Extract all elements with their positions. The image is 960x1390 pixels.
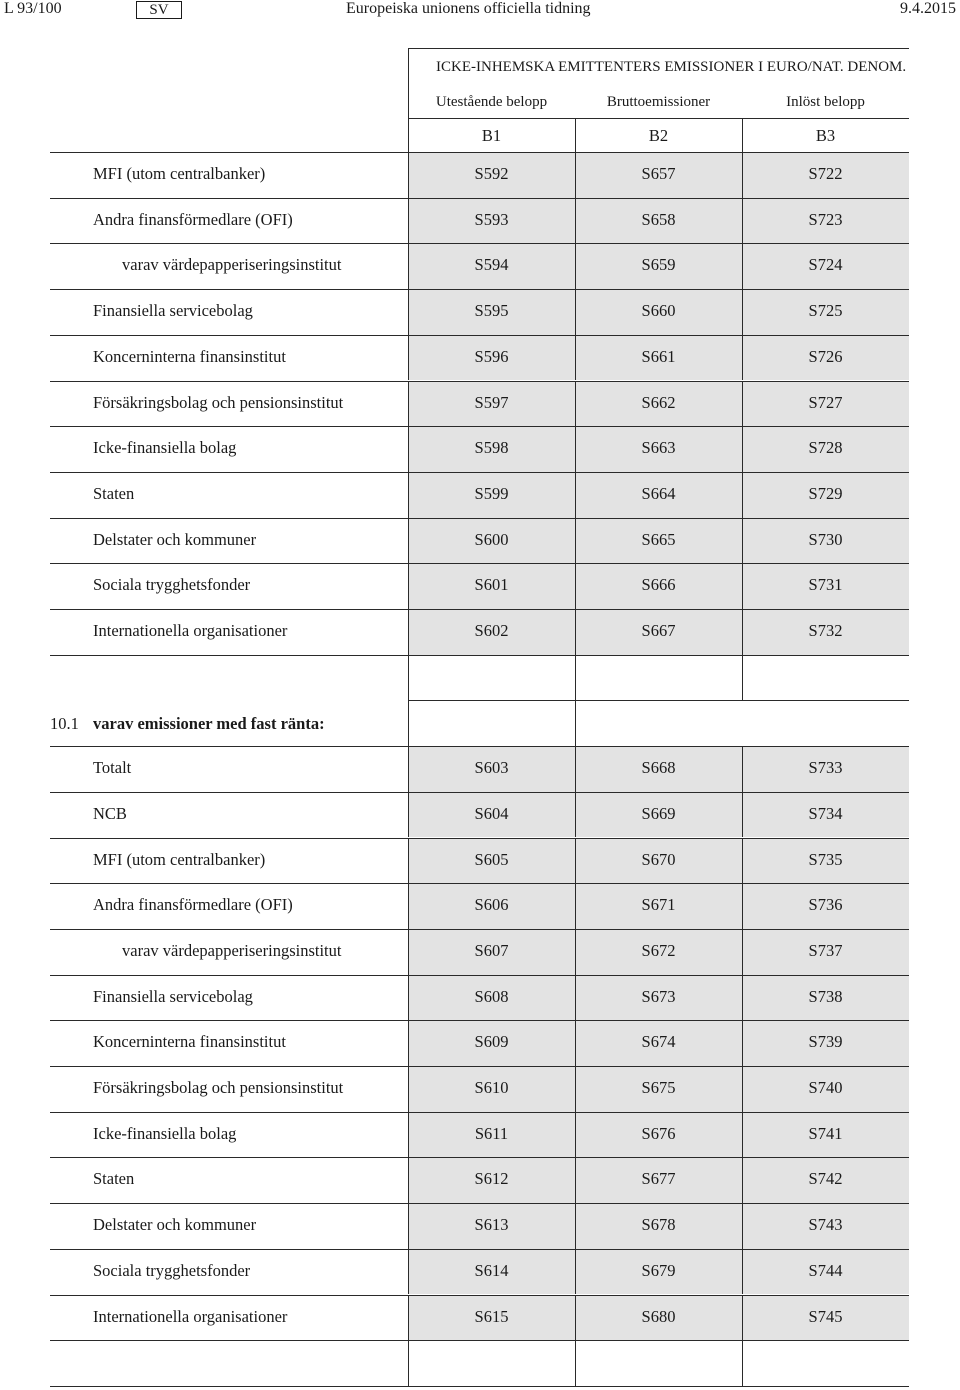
cell-code: S612 <box>474 1169 509 1189</box>
cell-code: S742 <box>808 1169 843 1189</box>
column-divider <box>408 198 409 244</box>
column-divider <box>408 1340 409 1386</box>
cell-code: S680 <box>641 1306 676 1326</box>
cell-code: S592 <box>474 164 509 183</box>
row-label: varav värdepapperiseringsinstitut <box>122 255 342 275</box>
row-label: Försäkringsbolag och pensionsinstitut <box>93 392 344 412</box>
cell-code: S741 <box>808 1123 843 1143</box>
cell-code: S667 <box>641 621 676 640</box>
column-divider <box>575 929 576 975</box>
column-divider <box>742 975 743 1021</box>
cell-code: S729 <box>808 483 843 503</box>
cell-code: S666 <box>641 575 676 595</box>
column-divider <box>742 1157 743 1203</box>
row-label: Andra finansförmedlare (OFI) <box>93 895 293 915</box>
column-divider <box>408 563 409 609</box>
column-divider <box>575 563 576 609</box>
column-divider <box>408 152 409 198</box>
column-divider <box>408 289 409 335</box>
cell-code: S745 <box>808 1306 843 1326</box>
column-divider <box>408 48 409 152</box>
column-divider <box>575 1295 576 1341</box>
column-code-b3: B3 <box>815 126 836 145</box>
column-divider <box>742 1020 743 1066</box>
column-divider <box>408 838 409 884</box>
column-divider <box>575 335 576 381</box>
cell-code: S736 <box>808 895 843 915</box>
column-divider <box>575 1020 576 1066</box>
row-label: Andra finansförmedlare (OFI) <box>93 209 293 229</box>
row-label: Icke-finansiella bolag <box>93 438 237 458</box>
column-divider <box>408 883 409 929</box>
cell-code: S671 <box>641 895 676 915</box>
cell-code: S601 <box>474 575 509 595</box>
cell-code: S606 <box>474 895 509 915</box>
cell-code: S607 <box>474 940 509 960</box>
column-divider <box>408 609 409 655</box>
cell-code: S602 <box>474 621 509 640</box>
column-divider <box>742 746 743 792</box>
cell-code: S663 <box>641 438 676 458</box>
cell-code: S734 <box>808 803 843 823</box>
row-label: Internationella organisationer <box>93 621 288 640</box>
cell-code: S597 <box>474 392 509 412</box>
column-divider <box>408 746 409 792</box>
cell-code: S604 <box>474 803 509 823</box>
cell-code: S739 <box>808 1032 843 1052</box>
cell-code: S659 <box>641 255 676 275</box>
column-divider <box>408 700 409 746</box>
row-label: Försäkringsbolag och pensionsinstitut <box>93 1078 344 1097</box>
cell-code: S744 <box>808 1260 843 1280</box>
column-divider <box>575 1249 576 1295</box>
cell-code: S679 <box>641 1260 676 1280</box>
row-label: Finansiella servicebolag <box>93 301 253 321</box>
column-divider <box>575 243 576 289</box>
cell-code: S600 <box>474 529 509 549</box>
column-divider <box>742 1203 743 1249</box>
column-divider <box>742 1066 743 1112</box>
column-divider <box>575 1066 576 1112</box>
cell-code: S673 <box>641 986 676 1006</box>
column-divider <box>408 472 409 518</box>
column-divider <box>742 609 743 655</box>
column-divider <box>408 243 409 289</box>
cell-code: S603 <box>474 758 509 778</box>
column-divider <box>575 1340 576 1386</box>
column-divider <box>408 655 409 701</box>
cell-code: S614 <box>474 1260 509 1280</box>
column-divider <box>408 1066 409 1112</box>
row-label: MFI (utom centralbanker) <box>93 849 266 869</box>
column-divider <box>742 792 743 838</box>
column-divider <box>575 152 576 198</box>
cell-code: S730 <box>808 529 843 549</box>
column-divider <box>408 1020 409 1066</box>
column-divider <box>742 198 743 244</box>
column-divider <box>575 426 576 472</box>
column-divider <box>742 1340 743 1386</box>
cell-code: S662 <box>641 392 676 412</box>
journal-title: Europeiska unionens officiella tidning <box>346 0 591 17</box>
column-divider <box>408 1203 409 1249</box>
cell-code: S733 <box>808 758 843 778</box>
row-label: Delstater och kommuner <box>93 529 257 549</box>
row-label: Staten <box>93 483 135 503</box>
cell-code: S732 <box>808 621 843 640</box>
cell-code: S661 <box>641 346 676 366</box>
cell-code: S669 <box>641 803 676 823</box>
column-divider <box>408 335 409 381</box>
cell-code: S605 <box>474 849 509 869</box>
column-header-gross-issues: Bruttoemissioner <box>606 94 711 110</box>
column-divider <box>408 518 409 564</box>
cell-code: S723 <box>808 209 843 229</box>
column-divider <box>408 381 409 427</box>
cell-code: S674 <box>641 1032 676 1052</box>
column-code-b1: B1 <box>481 126 502 145</box>
cell-code: S593 <box>474 209 509 229</box>
cell-code: S599 <box>474 483 509 503</box>
column-divider <box>575 883 576 929</box>
table-bottom-rule <box>50 1386 909 1387</box>
column-divider <box>408 1249 409 1295</box>
cell-code: S608 <box>474 986 509 1006</box>
column-divider <box>408 1295 409 1341</box>
row-label: Finansiella servicebolag <box>93 986 253 1006</box>
cell-code: S611 <box>474 1123 509 1143</box>
row-rule <box>50 655 909 656</box>
cell-code: S676 <box>641 1123 676 1143</box>
row-label: Internationella organisationer <box>93 1306 288 1326</box>
column-divider <box>408 975 409 1021</box>
row-label: MFI (utom centralbanker) <box>93 164 266 183</box>
row-rule <box>50 1340 909 1341</box>
column-divider <box>575 472 576 518</box>
column-divider <box>742 518 743 564</box>
cell-code: S665 <box>641 529 676 549</box>
column-divider <box>575 289 576 335</box>
column-divider <box>575 518 576 564</box>
column-divider <box>742 1295 743 1341</box>
column-divider <box>575 609 576 655</box>
cell-code: S609 <box>474 1032 509 1052</box>
column-divider <box>742 838 743 884</box>
section-number: 10.1 <box>50 714 79 733</box>
column-divider <box>742 152 743 198</box>
column-divider <box>408 1112 409 1158</box>
cell-code: S594 <box>474 255 509 275</box>
cell-code: S598 <box>474 438 509 458</box>
row-label: Koncerninterna finansinstitut <box>93 1032 286 1052</box>
column-divider <box>575 975 576 1021</box>
table-top-rule <box>408 48 909 49</box>
cell-code: S672 <box>641 940 676 960</box>
column-divider <box>575 1112 576 1158</box>
column-divider <box>742 118 743 152</box>
column-header-redemptions: Inlöst belopp <box>786 94 865 110</box>
cell-code: S738 <box>808 986 843 1006</box>
column-divider <box>408 1157 409 1203</box>
column-divider <box>742 381 743 427</box>
section-label: varav emissioner med fast ränta: <box>93 714 325 733</box>
column-divider <box>742 655 743 701</box>
row-label: NCB <box>93 803 127 823</box>
cell-code: S725 <box>808 301 843 321</box>
cell-code: S724 <box>808 255 843 275</box>
column-header-outstanding: Utestående belopp <box>435 94 548 110</box>
column-divider <box>575 118 576 152</box>
cell-code: S657 <box>641 164 676 183</box>
cell-code: S670 <box>641 849 676 869</box>
cell-code: S658 <box>641 209 676 229</box>
column-divider <box>575 838 576 884</box>
cell-code: S735 <box>808 849 843 869</box>
row-label: Totalt <box>93 758 132 778</box>
cell-code: S678 <box>641 1215 676 1235</box>
column-divider <box>408 426 409 472</box>
cell-code: S731 <box>808 575 843 595</box>
column-divider <box>742 563 743 609</box>
row-label: Sociala trygghetsfonder <box>93 1260 251 1280</box>
cell-code: S613 <box>474 1215 509 1235</box>
column-divider <box>408 929 409 975</box>
column-divider <box>742 472 743 518</box>
cell-code: S610 <box>474 1078 509 1097</box>
language-box: SV <box>136 1 182 19</box>
column-divider <box>575 792 576 838</box>
row-rule <box>408 700 909 701</box>
row-label: Delstater och kommuner <box>93 1215 257 1235</box>
column-divider <box>575 381 576 427</box>
cell-code: S727 <box>808 392 843 412</box>
column-header-rule <box>408 118 909 119</box>
column-divider <box>742 426 743 472</box>
page-reference: L 93/100 <box>4 0 62 17</box>
column-divider <box>575 746 576 792</box>
column-divider <box>575 700 576 746</box>
cell-code: S737 <box>808 940 843 960</box>
column-divider <box>742 929 743 975</box>
cell-code: S743 <box>808 1215 843 1235</box>
column-divider <box>742 1249 743 1295</box>
cell-code: S726 <box>808 346 843 366</box>
cell-code: S615 <box>474 1306 509 1326</box>
column-divider <box>408 792 409 838</box>
cell-code: S675 <box>641 1078 676 1097</box>
column-divider <box>742 883 743 929</box>
cell-code: S595 <box>474 301 509 321</box>
column-code-b2: B2 <box>648 126 669 145</box>
column-divider <box>575 1157 576 1203</box>
cell-code: S722 <box>808 164 843 183</box>
table-title: ICKE-INHEMSKA EMITTENTERS EMISSIONER I EURO/NAT. DENOM. <box>436 59 907 75</box>
row-label: Staten <box>93 1169 135 1189</box>
column-divider <box>742 289 743 335</box>
row-label: Icke-finansiella bolag <box>93 1123 237 1143</box>
column-divider <box>575 198 576 244</box>
cell-code: S664 <box>641 483 676 503</box>
column-divider <box>742 335 743 381</box>
row-label: varav värdepapperiseringsinstitut <box>122 940 342 960</box>
cell-code: S596 <box>474 346 509 366</box>
column-divider <box>742 1112 743 1158</box>
publication-date: 9.4.2015 <box>900 0 956 17</box>
cell-code: S740 <box>808 1078 843 1097</box>
row-label: Koncerninterna finansinstitut <box>93 346 286 366</box>
cell-code: S677 <box>641 1169 676 1189</box>
cell-code: S660 <box>641 301 676 321</box>
column-divider <box>575 655 576 701</box>
column-divider <box>575 1203 576 1249</box>
cell-code: S728 <box>808 438 843 458</box>
cell-code: S668 <box>641 758 676 778</box>
row-label: Sociala trygghetsfonder <box>93 575 251 595</box>
column-divider <box>742 243 743 289</box>
